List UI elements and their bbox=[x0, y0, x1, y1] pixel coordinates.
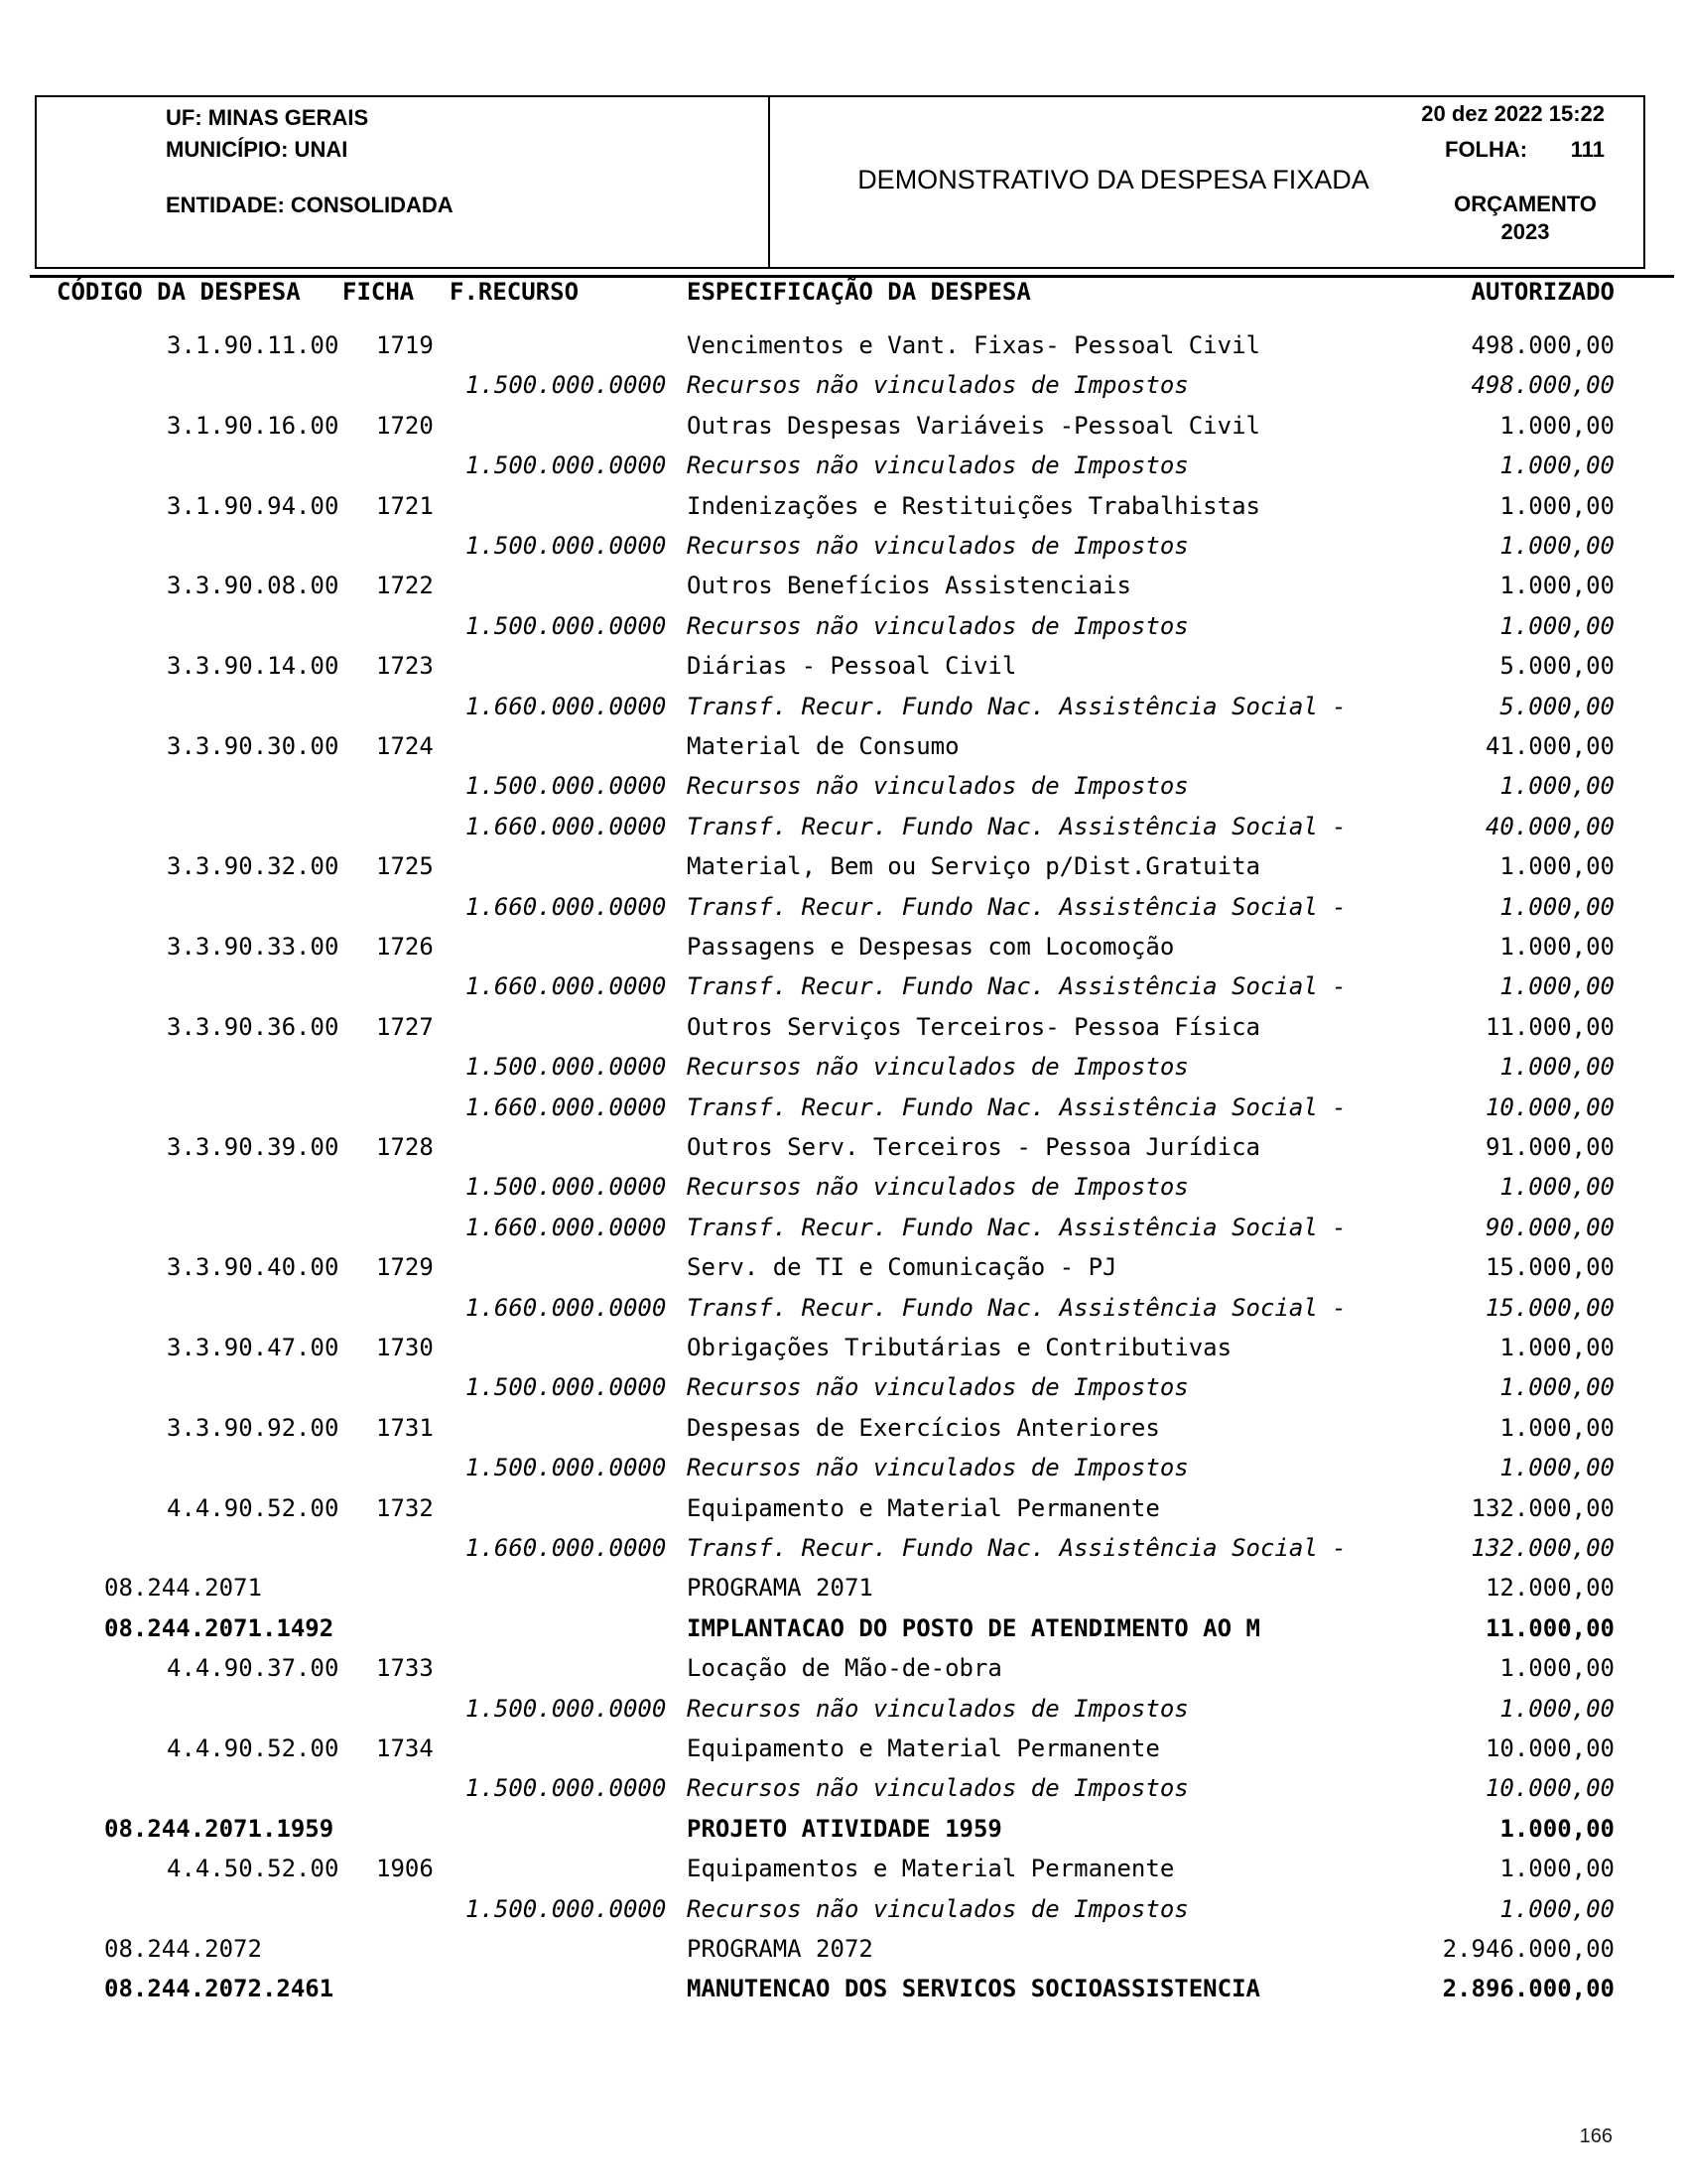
spec-cell: Vencimentos e Vant. Fixas- Pessoal Civil bbox=[687, 331, 1260, 359]
table-row bbox=[0, 1929, 1688, 1969]
entidade-label: ENTIDADE: CONSOLIDADA bbox=[166, 193, 454, 217]
value-cell: 132.000,00 bbox=[1471, 1493, 1615, 1522]
value-cell: 1.000,00 bbox=[1499, 451, 1615, 480]
resource-code-cell: 1.500.000.0000 bbox=[465, 1373, 667, 1402]
table-row bbox=[0, 766, 1688, 806]
value-cell: 5.000,00 bbox=[1499, 692, 1615, 720]
resource-code-cell: 1.660.000.0000 bbox=[465, 1213, 667, 1241]
value-cell: 1.000,00 bbox=[1499, 1454, 1615, 1482]
spec-cell: Recursos não vinculados de Impostos bbox=[687, 1053, 1189, 1082]
table-row bbox=[0, 1568, 1688, 1607]
value-cell: 10.000,00 bbox=[1485, 1774, 1615, 1803]
table-row bbox=[0, 1729, 1688, 1768]
value-cell: 11.000,00 bbox=[1485, 1012, 1615, 1041]
value-cell: 2.946.000,00 bbox=[1442, 1935, 1615, 1963]
resource-code-cell: 1.660.000.0000 bbox=[465, 812, 667, 840]
table-row bbox=[0, 1889, 1688, 1929]
resource-code-cell: 1.660.000.0000 bbox=[465, 1534, 667, 1562]
value-cell: 1.000,00 bbox=[1499, 1694, 1615, 1723]
spec-cell: Passagens e Despesas com Locomoção bbox=[687, 933, 1175, 961]
value-cell: 1.000,00 bbox=[1499, 852, 1615, 881]
expense-code-cell: 4.4.90.37.00 bbox=[167, 1654, 339, 1683]
ficha-cell: 1906 bbox=[376, 1855, 434, 1883]
spec-cell: Recursos não vinculados de Impostos bbox=[687, 1774, 1189, 1803]
value-cell: 1.000,00 bbox=[1499, 1814, 1615, 1843]
spec-cell: Recursos não vinculados de Impostos bbox=[687, 1173, 1189, 1202]
spec-cell: Transf. Recur. Fundo Nac. Assistência Social - bbox=[687, 1534, 1347, 1562]
orcamento-year: 2023 bbox=[1500, 219, 1550, 244]
value-cell: 15.000,00 bbox=[1485, 1253, 1615, 1282]
table-row bbox=[0, 726, 1688, 766]
spec-cell: PROJETO ATIVIDADE 1959 bbox=[687, 1814, 1002, 1843]
value-cell: 1.000,00 bbox=[1499, 772, 1615, 801]
table-row bbox=[0, 526, 1688, 566]
expense-code-cell: 3.3.90.39.00 bbox=[167, 1133, 339, 1161]
print-datetime: 20 dez 2022 15:22 bbox=[1421, 101, 1605, 126]
spec-cell: IMPLANTACAO DO POSTO DE ATENDIMENTO AO M bbox=[687, 1613, 1260, 1642]
value-cell: 1.000,00 bbox=[1499, 933, 1615, 961]
expense-code-cell: 3.3.90.47.00 bbox=[167, 1334, 339, 1361]
value-cell: 1.000,00 bbox=[1499, 892, 1615, 921]
column-header-frecurso: F.RECURSO bbox=[450, 278, 580, 306]
column-header-especificacao: ESPECIFICAÇÃO DA DESPESA bbox=[687, 278, 1031, 306]
value-cell: 498.000,00 bbox=[1471, 331, 1615, 359]
expense-code-cell: 08.244.2071.1959 bbox=[104, 1814, 334, 1843]
folha-label: FOLHA: bbox=[1445, 137, 1528, 162]
spec-cell: Diárias - Pessoal Civil bbox=[687, 652, 1017, 681]
table-row bbox=[0, 807, 1688, 846]
folha-row bbox=[1445, 137, 1605, 163]
value-cell: 1.000,00 bbox=[1499, 611, 1615, 640]
resource-code-cell: 1.660.000.0000 bbox=[465, 892, 667, 921]
table-row bbox=[0, 486, 1688, 526]
resource-code-cell: 1.500.000.0000 bbox=[465, 1774, 667, 1803]
spec-cell: Outras Despesas Variáveis -Pessoal Civil bbox=[687, 411, 1260, 440]
spec-cell: Outros Serviços Terceiros- Pessoa Física bbox=[687, 1012, 1260, 1041]
value-cell: 91.000,00 bbox=[1485, 1133, 1615, 1161]
ficha-cell: 1725 bbox=[376, 852, 434, 881]
table-row bbox=[0, 1768, 1688, 1808]
value-cell: 1.000,00 bbox=[1499, 1373, 1615, 1402]
spec-cell: Recursos não vinculados de Impostos bbox=[687, 532, 1189, 560]
spec-cell: Material, Bem ou Serviço p/Dist.Gratuita bbox=[687, 852, 1260, 881]
ficha-cell: 1726 bbox=[376, 933, 434, 961]
expense-code-cell: 3.3.90.92.00 bbox=[167, 1413, 339, 1442]
ficha-cell: 1721 bbox=[376, 491, 434, 520]
expense-code-cell: 08.244.2072 bbox=[104, 1935, 262, 1963]
ficha-cell: 1722 bbox=[376, 572, 434, 600]
table-row bbox=[0, 1528, 1688, 1568]
folha-value: 111 bbox=[1570, 137, 1605, 162]
table-row bbox=[0, 325, 1688, 365]
ficha-cell: 1732 bbox=[376, 1493, 434, 1522]
table-row bbox=[0, 1849, 1688, 1888]
value-cell: 10.000,00 bbox=[1485, 1734, 1615, 1762]
spec-cell: Transf. Recur. Fundo Nac. Assistência Social - bbox=[687, 812, 1347, 840]
table-row bbox=[0, 1448, 1688, 1487]
expense-code-cell: 3.1.90.11.00 bbox=[167, 331, 339, 359]
value-cell: 2.896.000,00 bbox=[1442, 1975, 1615, 2003]
expense-code-cell: 3.3.90.14.00 bbox=[167, 652, 339, 681]
value-cell: 1.000,00 bbox=[1499, 1894, 1615, 1923]
value-cell: 1.000,00 bbox=[1499, 972, 1615, 1001]
expense-code-cell: 4.4.90.52.00 bbox=[167, 1493, 339, 1522]
resource-code-cell: 1.500.000.0000 bbox=[465, 451, 667, 480]
expense-code-cell: 3.3.90.33.00 bbox=[167, 933, 339, 961]
ficha-cell: 1734 bbox=[376, 1734, 434, 1762]
spec-cell: Transf. Recur. Fundo Nac. Assistência Social - bbox=[687, 1213, 1347, 1241]
ficha-cell: 1724 bbox=[376, 732, 434, 760]
orcamento-label: ORÇAMENTO bbox=[1454, 192, 1597, 216]
value-cell: 1.000,00 bbox=[1499, 1334, 1615, 1361]
expense-code-cell: 08.244.2071 bbox=[104, 1574, 262, 1603]
table-row bbox=[0, 1689, 1688, 1729]
spec-cell: Material de Consumo bbox=[687, 732, 960, 760]
spec-cell: Locação de Mão-de-obra bbox=[687, 1654, 1002, 1683]
table-row bbox=[0, 966, 1688, 1006]
table-row bbox=[0, 846, 1688, 886]
table-row bbox=[0, 1648, 1688, 1688]
value-cell: 498.000,00 bbox=[1471, 371, 1615, 400]
table-row bbox=[0, 1608, 1688, 1648]
resource-code-cell: 1.660.000.0000 bbox=[465, 972, 667, 1001]
spec-cell: PROGRAMA 2072 bbox=[687, 1935, 873, 1963]
value-cell: 40.000,00 bbox=[1485, 812, 1615, 840]
table-row bbox=[0, 646, 1688, 686]
spec-cell: Transf. Recur. Fundo Nac. Assistência Social - bbox=[687, 972, 1347, 1001]
ficha-cell: 1733 bbox=[376, 1654, 434, 1683]
table-row bbox=[0, 887, 1688, 927]
spec-cell: Transf. Recur. Fundo Nac. Assistência Social - bbox=[687, 1092, 1347, 1121]
value-cell: 1.000,00 bbox=[1499, 1413, 1615, 1442]
table-row bbox=[0, 1007, 1688, 1047]
table-row bbox=[0, 1328, 1688, 1367]
expense-code-cell: 4.4.50.52.00 bbox=[167, 1855, 339, 1883]
table-row bbox=[0, 927, 1688, 966]
spec-cell: Recursos não vinculados de Impostos bbox=[687, 371, 1189, 400]
expense-code-cell: 08.244.2072.2461 bbox=[104, 1975, 334, 2003]
resource-code-cell: 1.500.000.0000 bbox=[465, 532, 667, 560]
expense-code-cell: 3.3.90.36.00 bbox=[167, 1012, 339, 1041]
ficha-cell: 1719 bbox=[376, 331, 434, 359]
resource-code-cell: 1.500.000.0000 bbox=[465, 371, 667, 400]
value-cell: 12.000,00 bbox=[1485, 1574, 1615, 1603]
table-row bbox=[0, 1127, 1688, 1167]
ficha-cell: 1731 bbox=[376, 1413, 434, 1442]
value-cell: 1.000,00 bbox=[1499, 411, 1615, 440]
table-row bbox=[0, 446, 1688, 485]
value-cell: 90.000,00 bbox=[1485, 1213, 1615, 1241]
value-cell: 5.000,00 bbox=[1499, 652, 1615, 681]
spec-cell: Recursos não vinculados de Impostos bbox=[687, 1373, 1189, 1402]
value-cell: 1.000,00 bbox=[1499, 1053, 1615, 1082]
column-header-autorizado: AUTORIZADO bbox=[1471, 278, 1615, 306]
spec-cell: Outros Benefícios Assistenciais bbox=[687, 572, 1131, 600]
ficha-cell: 1727 bbox=[376, 1012, 434, 1041]
expense-code-cell: 4.4.90.52.00 bbox=[167, 1734, 339, 1762]
value-cell: 1.000,00 bbox=[1499, 1173, 1615, 1202]
spec-cell: Transf. Recur. Fundo Nac. Assistência Social - bbox=[687, 1293, 1347, 1322]
spec-cell: Serv. de TI e Comunicação - PJ bbox=[687, 1253, 1117, 1282]
table-row bbox=[0, 566, 1688, 605]
table-row bbox=[0, 606, 1688, 646]
value-cell: 1.000,00 bbox=[1499, 572, 1615, 600]
resource-code-cell: 1.500.000.0000 bbox=[465, 1894, 667, 1923]
value-cell: 1.000,00 bbox=[1499, 1855, 1615, 1883]
spec-cell: Indenizações e Restituições Trabalhistas bbox=[687, 491, 1260, 520]
ficha-cell: 1728 bbox=[376, 1133, 434, 1161]
report-title: DEMONSTRATIVO DA DESPESA FIXADA bbox=[857, 165, 1369, 194]
spec-cell: Recursos não vinculados de Impostos bbox=[687, 1694, 1189, 1723]
expense-code-cell: 3.1.90.16.00 bbox=[167, 411, 339, 440]
spec-cell: MANUTENCAO DOS SERVICOS SOCIOASSISTENCIA bbox=[687, 1975, 1260, 2003]
table-row bbox=[0, 1367, 1688, 1407]
table-row bbox=[0, 687, 1688, 726]
resource-code-cell: 1.660.000.0000 bbox=[465, 692, 667, 720]
spec-cell: Recursos não vinculados de Impostos bbox=[687, 1454, 1189, 1482]
value-cell: 41.000,00 bbox=[1485, 732, 1615, 760]
spec-cell: Recursos não vinculados de Impostos bbox=[687, 451, 1189, 480]
column-header-ficha: FICHA bbox=[342, 278, 415, 306]
uf-label: UF: MINAS GERAIS bbox=[166, 105, 369, 130]
expense-code-cell: 08.244.2071.1492 bbox=[104, 1613, 334, 1642]
spec-cell: Recursos não vinculados de Impostos bbox=[687, 1894, 1189, 1923]
spec-cell: Outros Serv. Terceiros - Pessoa Jurídica bbox=[687, 1133, 1260, 1161]
table-row bbox=[0, 1208, 1688, 1247]
ficha-cell: 1720 bbox=[376, 411, 434, 440]
resource-code-cell: 1.660.000.0000 bbox=[465, 1293, 667, 1322]
ficha-cell: 1723 bbox=[376, 652, 434, 681]
table-row bbox=[0, 406, 1688, 446]
value-cell: 11.000,00 bbox=[1485, 1613, 1615, 1642]
expense-code-cell: 3.3.90.08.00 bbox=[167, 572, 339, 600]
table-row bbox=[0, 1969, 1688, 2008]
resource-code-cell: 1.660.000.0000 bbox=[465, 1092, 667, 1121]
ficha-cell: 1730 bbox=[376, 1334, 434, 1361]
expense-code-cell: 3.3.90.30.00 bbox=[167, 732, 339, 760]
value-cell: 10.000,00 bbox=[1485, 1092, 1615, 1121]
spec-cell: Equipamento e Material Permanente bbox=[687, 1493, 1160, 1522]
table-row bbox=[0, 1288, 1688, 1328]
report-header-box bbox=[35, 95, 1645, 269]
resource-code-cell: 1.500.000.0000 bbox=[465, 1694, 667, 1723]
resource-code-cell: 1.500.000.0000 bbox=[465, 611, 667, 640]
value-cell: 1.000,00 bbox=[1499, 532, 1615, 560]
expense-code-cell: 3.1.90.94.00 bbox=[167, 491, 339, 520]
resource-code-cell: 1.500.000.0000 bbox=[465, 772, 667, 801]
column-header-codigo: CÓDIGO DA DESPESA bbox=[57, 278, 301, 306]
resource-code-cell: 1.500.000.0000 bbox=[465, 1454, 667, 1482]
table-row bbox=[0, 1047, 1688, 1087]
value-cell: 1.000,00 bbox=[1499, 1654, 1615, 1683]
table-row bbox=[0, 1488, 1688, 1528]
spec-cell: Despesas de Exercícios Anteriores bbox=[687, 1413, 1160, 1442]
table-row bbox=[0, 1408, 1688, 1448]
resource-code-cell: 1.500.000.0000 bbox=[465, 1053, 667, 1082]
expense-code-cell: 3.3.90.40.00 bbox=[167, 1253, 339, 1282]
spec-cell: Equipamento e Material Permanente bbox=[687, 1734, 1160, 1762]
spec-cell: Transf. Recur. Fundo Nac. Assistência Social - bbox=[687, 892, 1347, 921]
spec-cell: Obrigações Tributárias e Contributivas bbox=[687, 1334, 1233, 1361]
table-row bbox=[0, 365, 1688, 405]
value-cell: 15.000,00 bbox=[1485, 1293, 1615, 1322]
ficha-cell: 1729 bbox=[376, 1253, 434, 1282]
municipio-label: MUNICÍPIO: UNAI bbox=[166, 137, 348, 162]
spec-cell: Recursos não vinculados de Impostos bbox=[687, 611, 1189, 640]
spec-cell: Recursos não vinculados de Impostos bbox=[687, 772, 1189, 801]
expense-code-cell: 3.3.90.32.00 bbox=[167, 852, 339, 881]
spec-cell: PROGRAMA 2071 bbox=[687, 1574, 873, 1603]
page-number: 166 bbox=[1579, 2125, 1613, 2147]
spec-cell: Equipamentos e Material Permanente bbox=[687, 1855, 1175, 1883]
table-row bbox=[0, 1809, 1688, 1849]
table-row bbox=[0, 1088, 1688, 1127]
resource-code-cell: 1.500.000.0000 bbox=[465, 1173, 667, 1202]
header-divider bbox=[768, 97, 770, 267]
value-cell: 132.000,00 bbox=[1471, 1534, 1615, 1562]
value-cell: 1.000,00 bbox=[1499, 491, 1615, 520]
table-row bbox=[0, 1247, 1688, 1287]
spec-cell: Transf. Recur. Fundo Nac. Assistência Social - bbox=[687, 692, 1347, 720]
table-row bbox=[0, 1167, 1688, 1207]
